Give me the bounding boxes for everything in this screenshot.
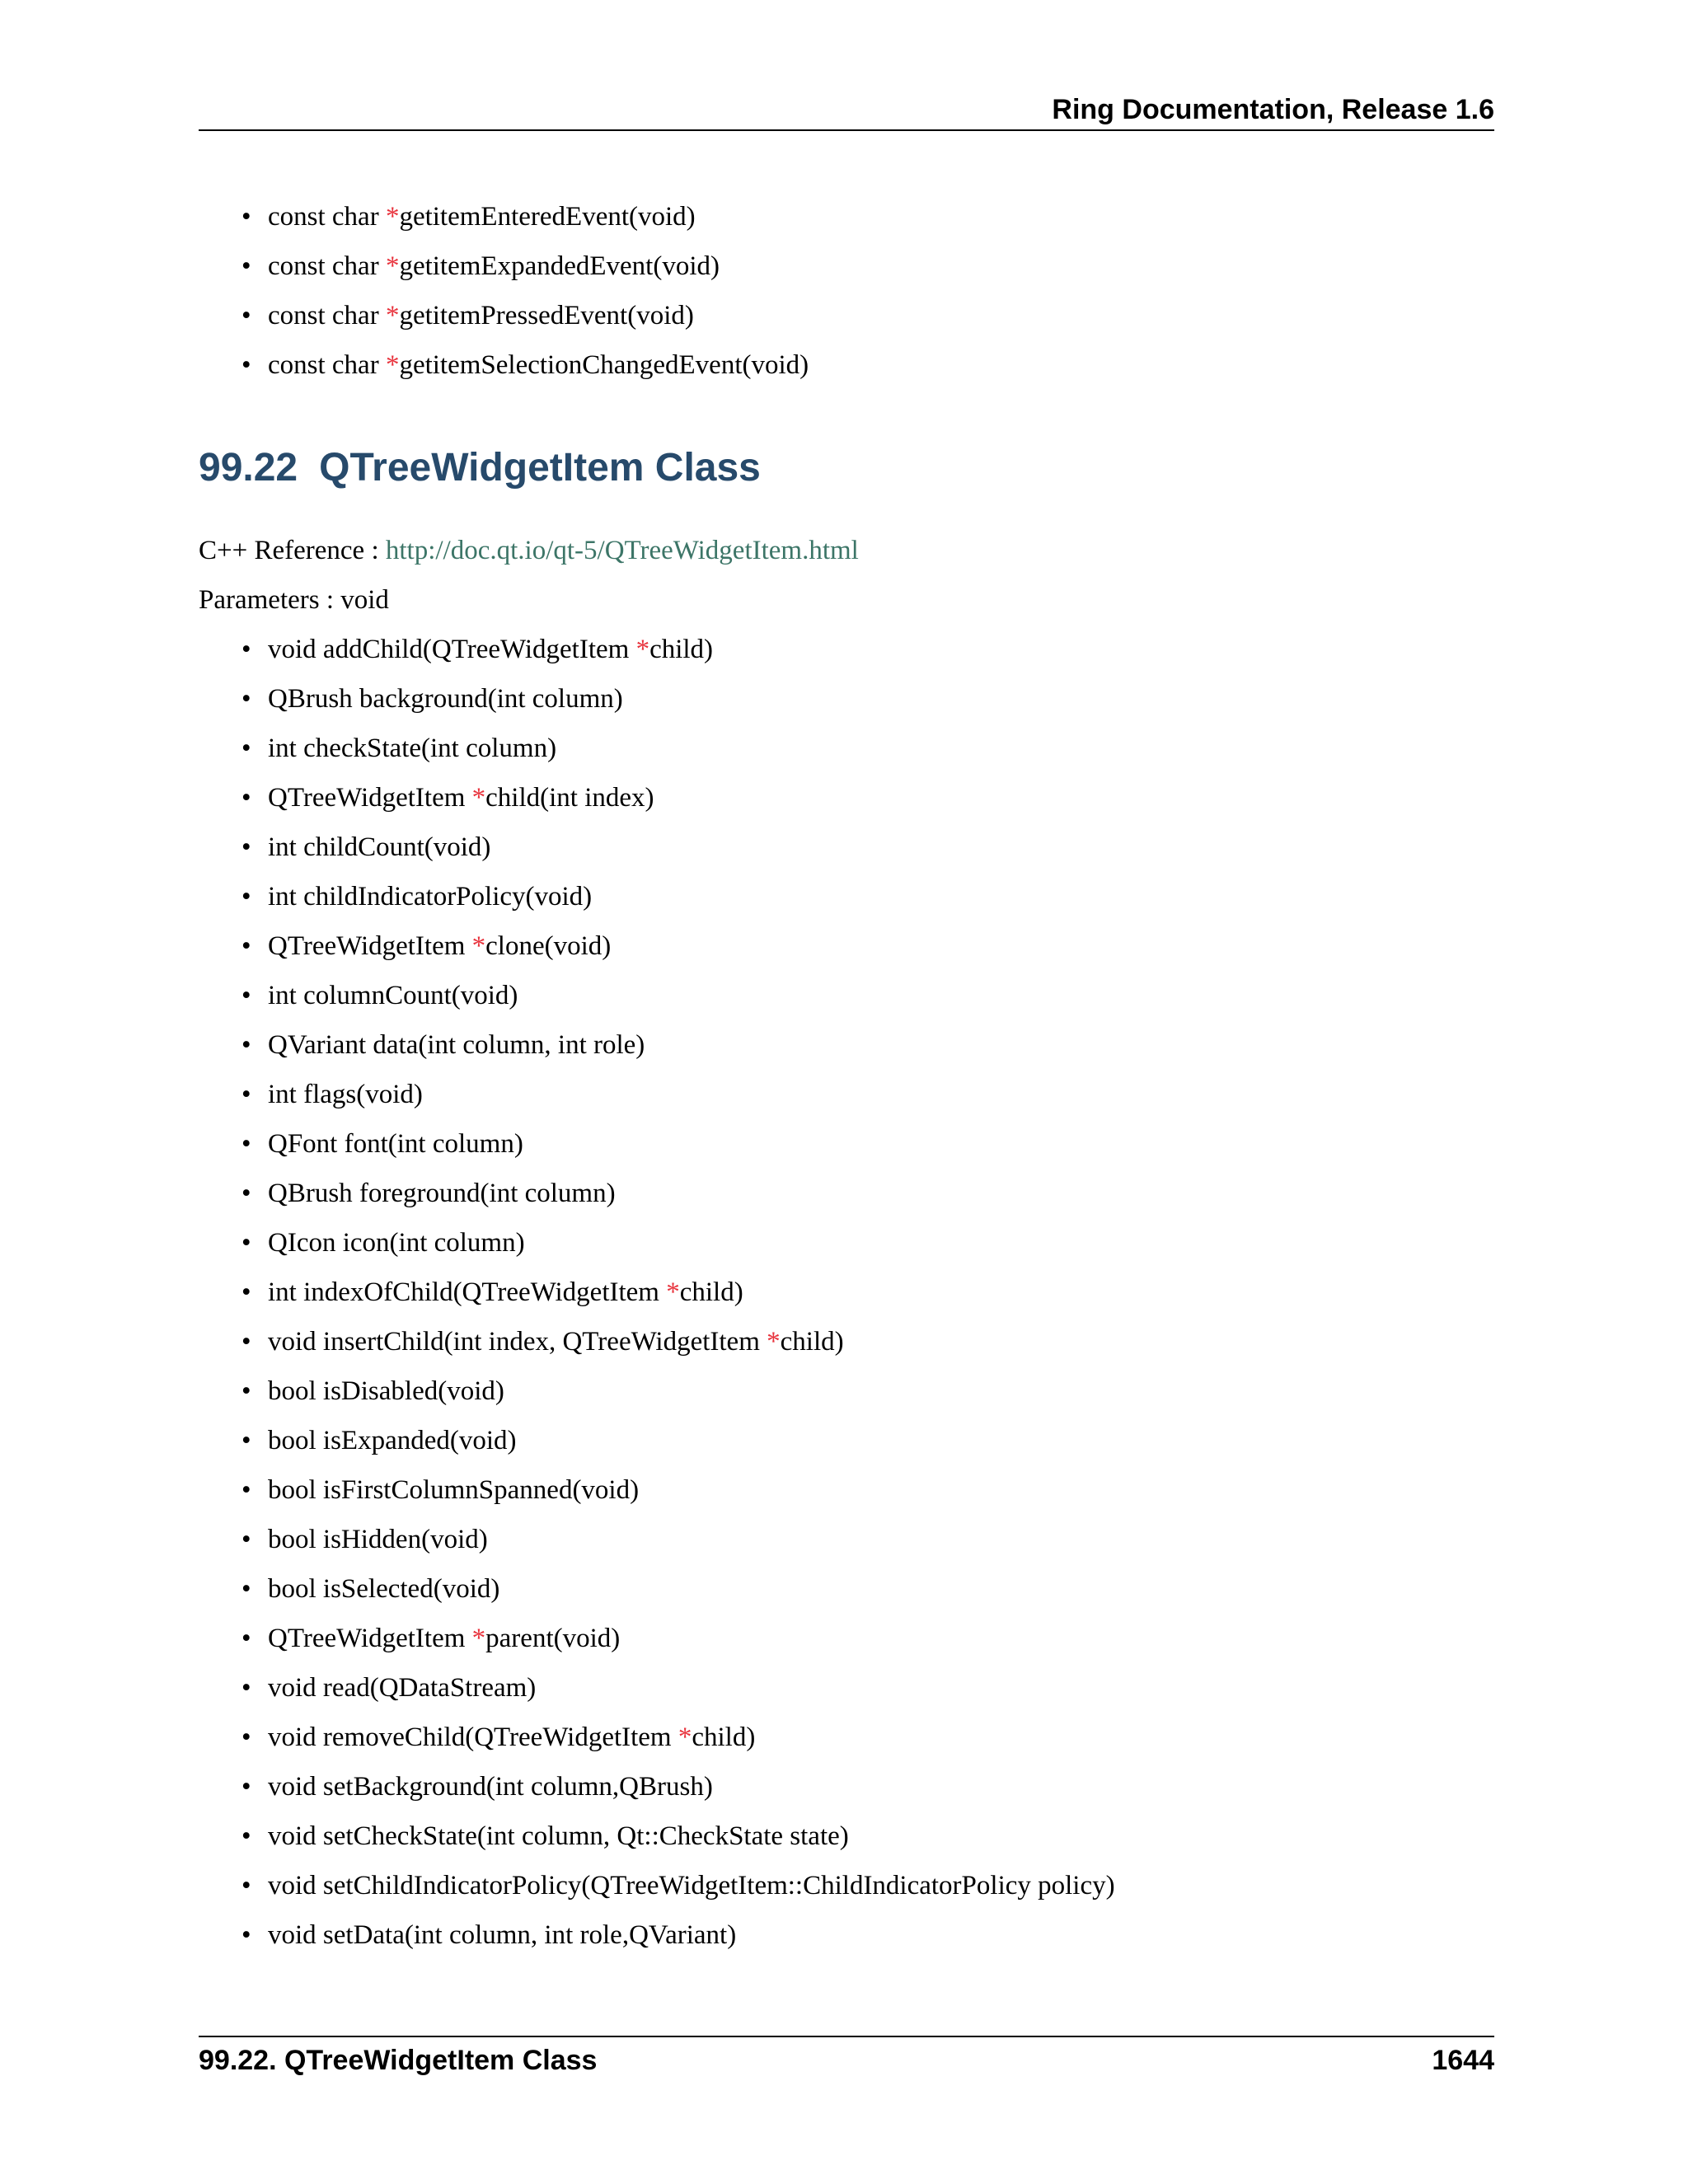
bullet-icon: • <box>241 350 251 380</box>
list-item <box>241 246 809 295</box>
list-item <box>241 1667 1115 1717</box>
item-text: const char <box>268 301 386 330</box>
section-heading <box>199 439 761 497</box>
item-text: QVariant data(int column, int role) <box>268 1030 645 1060</box>
item-text: int indexOfChild(QTreeWidgetItem <box>268 1277 667 1307</box>
list-item <box>241 1173 1115 1222</box>
running-header: Ring Documentation, Release 1.6 <box>1052 94 1494 125</box>
item-text-rest: parent(void) <box>485 1624 621 1653</box>
bullet-icon: • <box>241 1080 251 1109</box>
bullet-icon: • <box>241 1871 251 1900</box>
bullet-icon: • <box>241 301 251 330</box>
pointer-star: * <box>666 1277 680 1307</box>
bullet-icon: • <box>241 1920 251 1950</box>
item-text: QTreeWidgetItem <box>268 931 472 961</box>
parameters-line: Parameters : void <box>199 585 389 615</box>
list-item <box>241 1618 1115 1667</box>
list-item <box>241 777 1115 827</box>
bullet-icon: • <box>241 981 251 1010</box>
item-text: const char <box>268 202 386 232</box>
bullet-icon: • <box>241 1228 251 1258</box>
item-text: void insertChild(int index, QTreeWidgetItem <box>268 1327 767 1357</box>
item-text: void addChild(QTreeWidgetItem <box>268 635 636 664</box>
item-text: void removeChild(QTreeWidgetItem <box>268 1722 678 1752</box>
item-text: QIcon icon(int column) <box>268 1228 525 1258</box>
pointer-star: * <box>385 301 400 330</box>
bullet-icon: • <box>241 832 251 862</box>
list-item <box>241 975 1115 1024</box>
bullet-icon: • <box>241 1376 251 1406</box>
list-item <box>241 1816 1115 1865</box>
item-text-rest: child) <box>780 1327 844 1357</box>
list-item <box>241 344 809 394</box>
list-item <box>241 295 809 344</box>
bullet-icon: • <box>241 1574 251 1604</box>
page-number: 1644 <box>1432 2045 1494 2076</box>
list-item <box>241 1717 1115 1766</box>
bullet-icon: • <box>241 882 251 912</box>
section-title: QTreeWidgetItem Class <box>319 446 761 490</box>
bullet-icon: • <box>241 1525 251 1554</box>
item-text: QTreeWidgetItem <box>268 783 472 813</box>
bullet-icon: • <box>241 251 251 281</box>
item-text: int flags(void) <box>268 1080 423 1109</box>
bullet-icon: • <box>241 1327 251 1357</box>
item-text: void setCheckState(int column, Qt::CheckState state) <box>268 1821 849 1851</box>
reference-link[interactable]: http://doc.qt.io/qt-5/QTreeWidgetItem.html <box>385 536 859 565</box>
list-item <box>241 1123 1115 1173</box>
item-text: QTreeWidgetItem <box>268 1624 472 1653</box>
item-text-rest: child) <box>679 1277 743 1307</box>
item-text-rest: child) <box>649 635 714 664</box>
reference-label: C++ Reference : <box>199 536 386 565</box>
bullet-icon: • <box>241 783 251 813</box>
list-item <box>241 629 1115 678</box>
item-text: int columnCount(void) <box>268 981 518 1010</box>
pointer-star: * <box>385 251 400 281</box>
bullet-icon: • <box>241 733 251 763</box>
method-list <box>241 629 1115 1964</box>
list-item <box>241 1024 1115 1074</box>
list-item <box>241 196 809 246</box>
list-item <box>241 1222 1115 1272</box>
item-text-rest: getitemPressedEvent(void) <box>399 301 694 330</box>
list-item <box>241 1568 1115 1618</box>
item-text-rest: child) <box>692 1722 756 1752</box>
bullet-icon: • <box>241 1030 251 1060</box>
list-item <box>241 876 1115 926</box>
footer-section: 99.22. QTreeWidgetItem Class <box>199 2045 598 2076</box>
list-item <box>241 1321 1115 1371</box>
header-rule <box>199 129 1494 131</box>
list-item <box>241 1766 1115 1816</box>
item-text: QBrush foreground(int column) <box>268 1179 616 1208</box>
item-text-rest: getitemSelectionChangedEvent(void) <box>399 350 809 380</box>
bullet-icon: • <box>241 1624 251 1653</box>
item-text-rest: getitemEnteredEvent(void) <box>399 202 696 232</box>
item-text: int childIndicatorPolicy(void) <box>268 882 593 912</box>
bullet-icon: • <box>241 1772 251 1802</box>
item-text: void setData(int column, int role,QVariant) <box>268 1920 737 1950</box>
pointer-star: * <box>385 202 400 232</box>
bullet-icon: • <box>241 1129 251 1159</box>
list-item <box>241 1469 1115 1519</box>
item-text: bool isExpanded(void) <box>268 1426 517 1455</box>
list-item <box>241 1272 1115 1321</box>
item-text: void setBackground(int column,QBrush) <box>268 1772 713 1802</box>
bullet-icon: • <box>241 1277 251 1307</box>
bullet-icon: • <box>241 202 251 232</box>
bullet-icon: • <box>241 1179 251 1208</box>
bullet-icon: • <box>241 1475 251 1505</box>
list-item <box>241 1865 1115 1915</box>
list-item <box>241 1519 1115 1568</box>
item-text-rest: getitemExpandedEvent(void) <box>399 251 720 281</box>
item-text: QBrush background(int column) <box>268 684 623 714</box>
bullet-icon: • <box>241 1426 251 1455</box>
item-text-rest: clone(void) <box>485 931 612 961</box>
bullet-icon: • <box>241 1722 251 1752</box>
item-text-rest: child(int index) <box>485 783 654 813</box>
list-item <box>241 926 1115 975</box>
bullet-icon: • <box>241 635 251 664</box>
pointer-star: * <box>678 1722 692 1752</box>
item-text: bool isSelected(void) <box>268 1574 500 1604</box>
pointer-star: * <box>471 1624 486 1653</box>
list-item <box>241 1915 1115 1964</box>
list-item <box>241 1074 1115 1123</box>
bullet-icon: • <box>241 1821 251 1851</box>
page-footer <box>199 2038 1494 2083</box>
item-text: int childCount(void) <box>268 832 491 862</box>
list-item <box>241 678 1115 728</box>
cpp-reference <box>199 530 859 571</box>
bullet-icon: • <box>241 931 251 961</box>
list-item <box>241 827 1115 876</box>
item-text: QFont font(int column) <box>268 1129 523 1159</box>
item-text: bool isDisabled(void) <box>268 1376 504 1406</box>
event-method-list <box>241 196 809 394</box>
bullet-icon: • <box>241 684 251 714</box>
item-text: void read(QDataStream) <box>268 1673 537 1703</box>
item-text: const char <box>268 251 386 281</box>
item-text: int checkState(int column) <box>268 733 557 763</box>
bullet-icon: • <box>241 1673 251 1703</box>
pointer-star: * <box>471 931 486 961</box>
list-item <box>241 728 1115 777</box>
item-text: void setChildIndicatorPolicy(QTreeWidgetItem::ChildIndicatorPolicy policy) <box>268 1871 1115 1900</box>
item-text: bool isFirstColumnSpanned(void) <box>268 1475 640 1505</box>
pointer-star: * <box>385 350 400 380</box>
pointer-star: * <box>767 1327 781 1357</box>
section-number: 99.22 <box>199 446 298 490</box>
list-item <box>241 1420 1115 1469</box>
pointer-star: * <box>471 783 486 813</box>
item-text: bool isHidden(void) <box>268 1525 488 1554</box>
list-item <box>241 1371 1115 1420</box>
pointer-star: * <box>635 635 650 664</box>
item-text: const char <box>268 350 386 380</box>
footer-rule <box>199 2036 1494 2037</box>
